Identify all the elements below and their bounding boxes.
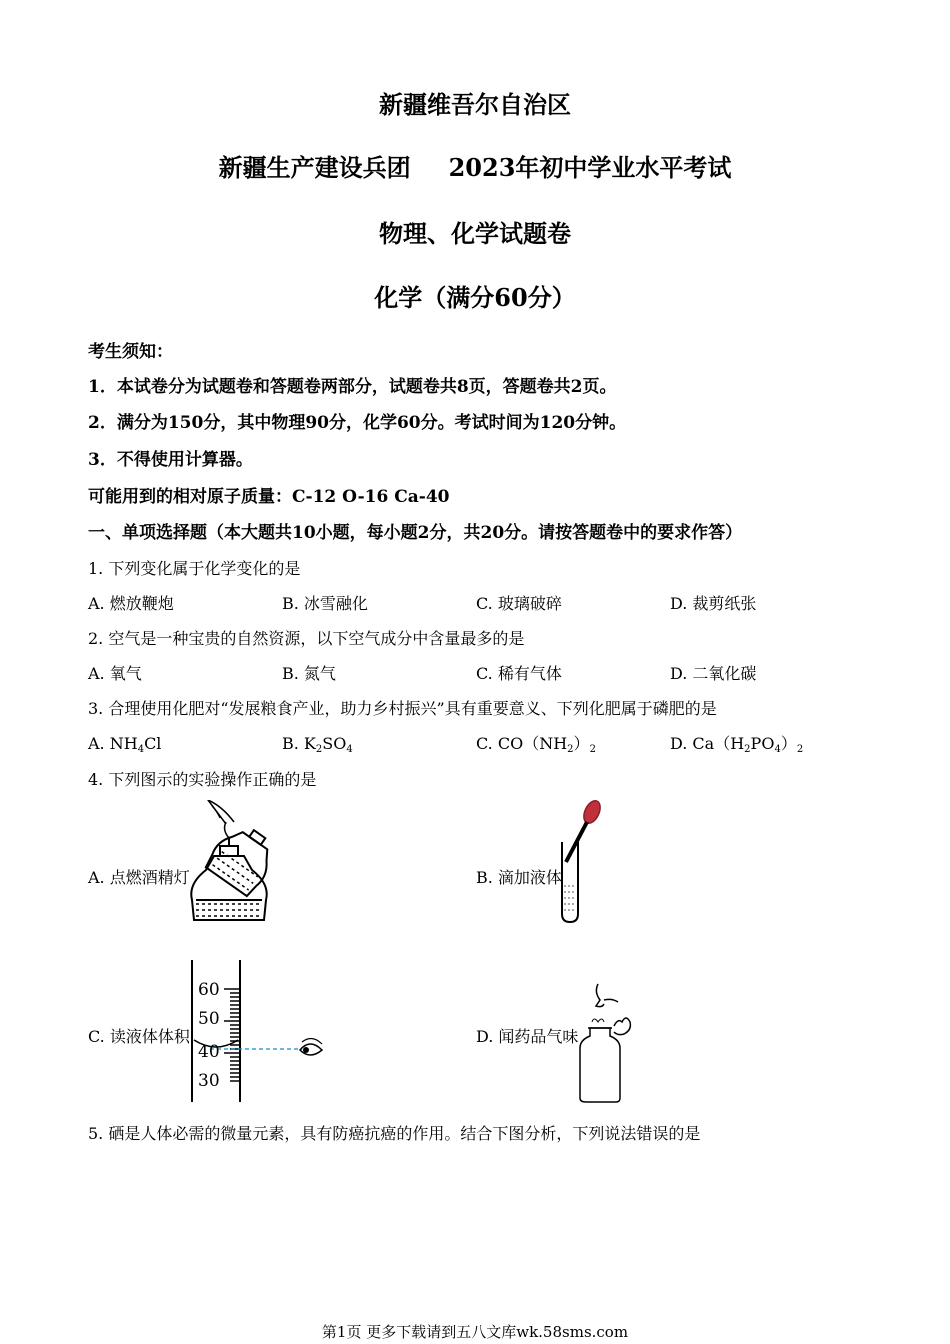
q3-c-text: C. CO（NH: [476, 734, 568, 753]
q3-d-sub2: 4: [774, 744, 781, 755]
nose-outline: [596, 984, 604, 1007]
q3-d-mid: PO: [750, 734, 775, 753]
q3-a-sub: 4: [137, 744, 145, 755]
alcohol-lamp-figure: [186, 800, 304, 926]
q3-d-suffix: ）: [780, 734, 797, 753]
q1-option-a: A. 燃放鞭炮: [88, 594, 174, 613]
question-5-stem: 5. 硒是人体必需的微量元素，具有防癌抗癌的作用。结合下图分析，下列说法错误的是: [88, 1124, 701, 1143]
q3-option-a: [88, 733, 161, 755]
q3-b-suffix: SO: [322, 734, 347, 753]
title-paper: 物理、化学试题卷: [379, 219, 571, 248]
q3-d-text: D. Ca（H: [670, 734, 745, 753]
q2-option-d: D. 二氧化碳: [670, 664, 757, 683]
cylinder-tick-60: 60: [198, 980, 220, 1000]
q3-c-suffix: ）: [573, 734, 590, 753]
notice-item-3: 3．不得使用计算器。: [88, 450, 253, 470]
cylinder-tick-50: 50: [198, 1009, 220, 1029]
q3-b-text: B. K: [282, 734, 316, 753]
q2-option-b: B. 氮气: [282, 664, 336, 683]
q4-option-b: B. 滴加液体: [476, 868, 562, 887]
q4-option-d: D. 闻药品气味: [476, 1027, 579, 1046]
q1-option-c: C. 玻璃破碎: [476, 594, 562, 613]
q1-option-b: B. 冰雪融化: [282, 594, 368, 613]
q3-option-b: [282, 733, 353, 755]
title-corps: 新疆生产建设兵团: [218, 153, 411, 182]
q3-b-sub: 2: [315, 744, 323, 755]
q3-option-d: [670, 733, 803, 755]
smell-bottle-figure: [574, 982, 636, 1106]
q3-c-sub: 2: [567, 744, 574, 755]
page-footer: 第1页 更多下载请到五八文库wk.58sms.com: [321, 1323, 629, 1341]
q2-option-a: A. 氧气: [88, 664, 142, 683]
dropper-tube: [566, 822, 587, 862]
q1-option-d: D. 裁剪纸张: [670, 594, 757, 613]
hand-outline: [614, 1018, 630, 1035]
dropper-bulb: [581, 798, 604, 826]
section-1-title: 一、单项选择题（本大题共10小题，每小题2分，共20分。请按答题卷中的要求作答）: [88, 523, 743, 543]
cylinder-tick-40: 40: [198, 1042, 220, 1062]
title-exam: [0, 153, 950, 183]
atomic-mass-note: 可能用到的相对原子质量：C-12 O-16 Ca-40: [88, 487, 450, 507]
q3-d-sub: 2: [744, 744, 751, 755]
graduated-cylinder-figure: [190, 960, 326, 1104]
question-1-stem: 1. 下列变化属于化学变化的是: [88, 559, 301, 578]
question-2-stem: 2. 空气是一种宝贵的自然资源，以下空气成分中含量最多的是: [88, 629, 525, 648]
q3-a-text: A. NH: [88, 734, 138, 753]
q4-option-a: A. 点燃酒精灯: [88, 868, 190, 887]
title-exam-name: 2023年初中学业水平考试: [448, 153, 732, 182]
q3-c-sub2: 2: [589, 744, 596, 755]
notice-item-2: 2．满分为150分，其中物理90分，化学60分。考试时间为120分钟。: [88, 413, 627, 433]
q2-option-c: C. 稀有气体: [476, 664, 562, 683]
question-3-stem: 3. 合理使用化肥对“发展粮食产业，助力乡村振兴”具有重要意义、下列化肥属于磷肥的是: [88, 699, 717, 718]
dropper-figure: [556, 798, 606, 926]
title-region: 新疆维吾尔自治区: [379, 90, 571, 119]
notice-item-1: 1．本试卷分为试题卷和答题卷两部分，试题卷共8页，答题卷共2页。: [88, 377, 617, 397]
cylinder-tick-30: 30: [198, 1071, 220, 1091]
bottle-outline: [580, 1028, 620, 1102]
q3-option-c: [476, 733, 596, 755]
question-4-stem: 4. 下列图示的实验操作正确的是: [88, 770, 317, 789]
q3-a-suffix: Cl: [144, 734, 162, 753]
notice-title: 考生须知：: [88, 342, 173, 362]
q3-d-sub3: 2: [796, 744, 804, 755]
q3-b-sub2: 4: [346, 744, 353, 755]
q4-option-c: C. 读液体体积: [88, 1027, 190, 1046]
eye-icon: [300, 1038, 322, 1055]
title-subject: 化学（满分60分）: [374, 283, 576, 312]
